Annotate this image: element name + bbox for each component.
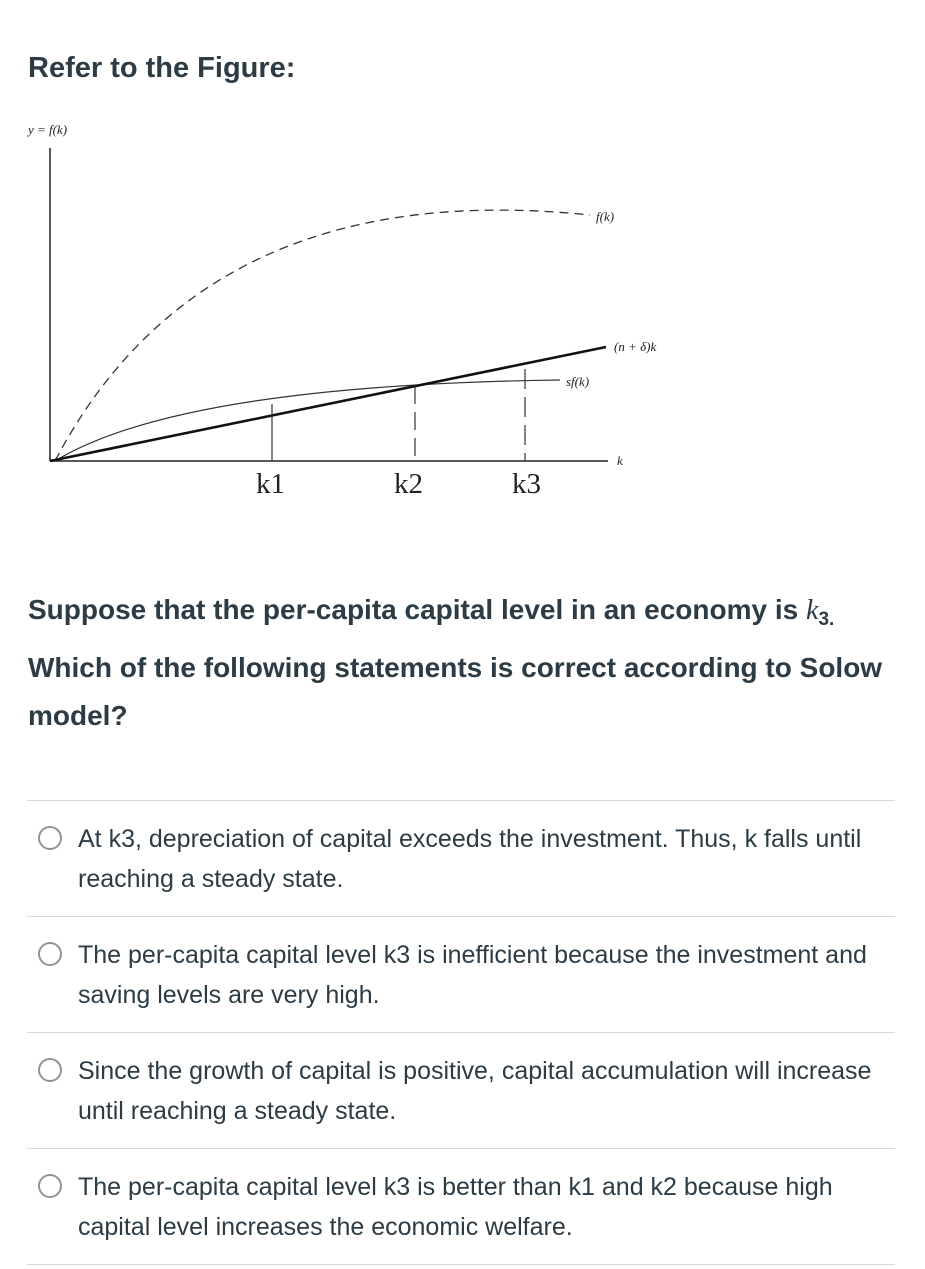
answer-text: The per-capita capital level k3 is inefficient because the investment and saving levels are very high. [78,941,867,1009]
answer-list [27,800,895,1265]
f-curve-label: f(k) [596,209,615,224]
tick-label-k2: k2 [394,468,423,500]
k-symbol: k [806,595,819,626]
answer-option-2[interactable] [27,917,895,1033]
sf-k-curve [55,380,560,461]
solow-diagram-svg [0,110,925,530]
question-text [28,586,888,740]
answer-option-1[interactable] [27,801,895,917]
radio-button[interactable] [38,1174,62,1198]
question-line1: Suppose that the per-capita capital level in an economy is [28,594,799,625]
radio-button[interactable] [38,826,62,850]
k-subscript: 3. [818,609,835,630]
x-axis-label: k [617,453,623,468]
solow-figure [0,110,925,530]
depreciation-line [50,347,606,461]
answer-text: The per-capita capital level k3 is better than k1 and k2 because high capital level increases the economic welfare. [78,1173,833,1241]
radio-button[interactable] [38,942,62,966]
f-k-curve [55,210,590,461]
question-line2: Which of the following statements is correct according to Solow model? [28,652,883,731]
radio-button[interactable] [38,1058,62,1082]
tick-label-k1: k1 [256,468,285,500]
answer-text: At k3, depreciation of capital exceeds the investment. Thus, k falls until reaching a steady state. [78,825,862,893]
sf-curve-label: sf(k) [566,374,590,389]
answer-option-4[interactable] [27,1149,895,1265]
answer-option-3[interactable] [27,1033,895,1149]
dep-line-label: (n + δ)k [614,339,657,354]
y-axis-label: y = f(k) [28,122,68,137]
answer-text: Since the growth of capital is positive, capital accumulation will increase until reaching a steady state. [78,1057,872,1125]
tick-label-k3: k3 [512,468,541,500]
intro-heading: Refer to the Figure: [28,52,296,84]
